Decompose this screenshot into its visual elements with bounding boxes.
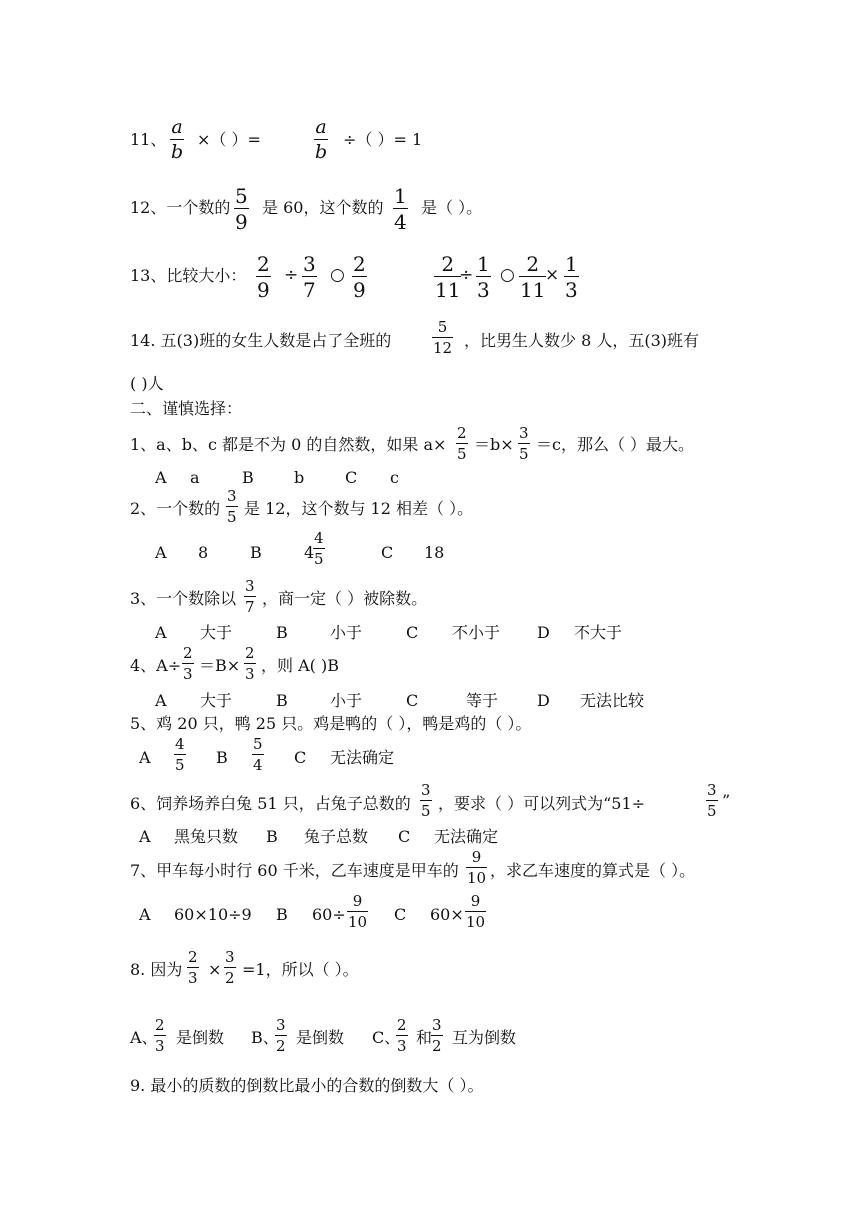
- option-label: B: [216, 748, 228, 767]
- fraction: 5 12: [433, 318, 453, 357]
- option-label: D: [537, 691, 550, 710]
- option-label: B: [276, 623, 288, 642]
- option-label: A: [155, 623, 167, 642]
- option-label: B、: [251, 1028, 279, 1047]
- option-label: C: [406, 623, 419, 642]
- fraction: 2 9: [257, 252, 270, 302]
- option-label: C: [381, 543, 394, 562]
- option-label: B: [276, 691, 288, 710]
- option-label: A: [139, 905, 151, 924]
- fraction: 2 3: [155, 1016, 165, 1055]
- option-label: A: [139, 827, 151, 846]
- fraction: 3 2: [276, 1016, 286, 1055]
- option-label: A、: [130, 1028, 158, 1047]
- fraction: 3 2: [225, 948, 235, 987]
- worksheet-page: 11、 a b ×（ ）= a b ÷（ ）= 1 12、一个数的 5 9 是 60，这个数的 1 4 是（ ）。 13、比较大小： 2 9 ÷ 3 7 ○ 2 9 2 11 ÷ 1 3 ○ 2 11 × 1 3 14. 五(3)班的女生人数是占了全班的 5 12 ，比男生人数少 8 人，五(3)班有 ( )人 二、谨慎选择： 1、a、b、c 都是不为 0 的自然数，如果 a× 2 5 ＝b× 3 5 ＝c，那么（ ）最大。 A a B b C c 2、一个数的 3 5 是 12，这个数与 12 相差（ ）。 A 8 B 4 4 5 C 18 3、一个数除以 3 7 ，商一定（ ）被除数。 A 大于 B 小于 C 不小于 D 不大于 4、A÷ 2 3 ＝B× 2 3 ，则 A( )B A 大于 B 小于 C 等于 D 无法比较 5、鸡 20 只，鸭 25 只。鸡是鸭的（ ），鸭是鸡的（ ）。 A 4 5 B 5 4 C 无法确定 6、饲养场养白兔 51 只，占兔子总数的 3 5 ，要求（ ）可以列式为“51÷ 3 5 ” A 黑兔只数 B 兔子总数 C 无法确定 7、甲车每小时行 60 千米，乙车速度是甲车的 9 10 ，求乙车速度的算式是（ ）。 A 60×10÷9 B 60÷ 9 10 C 60× 9 10 8. 因为 2 3 × 3 2 =1，所以（ ）。 A、 2 3 是倒数 B、 3 2 是倒数 C、 2 3 和 3 2 互为倒数 9. 最小的质数的倒数比最小的合数的倒数大（ ）。: [130, 116, 731, 1095]
- fraction: 1 4: [394, 184, 407, 234]
- fraction: 5 4: [253, 735, 263, 774]
- option-label: D: [537, 623, 550, 642]
- option-label: C: [394, 905, 407, 924]
- fraction: 4 5: [175, 735, 185, 774]
- fraction: 2 3: [183, 644, 193, 683]
- option-label: B: [276, 905, 288, 924]
- option-label: C: [406, 691, 419, 710]
- fraction: 3 5: [519, 424, 529, 463]
- fraction: 2 3: [397, 1016, 407, 1055]
- fraction: 2 11: [520, 252, 546, 302]
- fraction: 2 3: [245, 644, 255, 683]
- option-label: B: [242, 468, 254, 487]
- fraction: 1 3: [477, 252, 490, 302]
- fraction: 3 2: [432, 1016, 442, 1055]
- fraction: 2 3: [188, 948, 198, 987]
- option-label: B: [250, 543, 262, 562]
- option-label: A: [139, 748, 151, 767]
- fraction: 1 3: [565, 252, 578, 302]
- option-label: C: [398, 827, 411, 846]
- fraction: 9 10: [466, 892, 486, 931]
- fraction: 5 9: [235, 184, 248, 234]
- fraction: 3 5: [421, 781, 431, 820]
- fraction: 2 9: [353, 252, 366, 302]
- option-label: C、: [372, 1028, 401, 1047]
- option-label: A: [155, 543, 167, 562]
- fraction: a b: [315, 116, 328, 163]
- fraction: 3 7: [303, 252, 316, 302]
- fraction: a b: [171, 116, 184, 163]
- option-label: B: [266, 827, 278, 846]
- fraction: 3 5: [707, 781, 717, 820]
- fraction: 4 5: [314, 529, 324, 568]
- fraction: 3 5: [227, 487, 237, 526]
- fraction: 9 10: [348, 892, 368, 931]
- option-label: C: [345, 468, 358, 487]
- fraction: 2 5: [457, 424, 467, 463]
- fraction: 2 11: [435, 252, 461, 302]
- fraction: 3 7: [245, 577, 255, 616]
- fraction: 9 10: [467, 848, 487, 887]
- option-label: A: [155, 468, 167, 487]
- option-label: C: [294, 748, 307, 767]
- option-label: A: [155, 691, 167, 710]
